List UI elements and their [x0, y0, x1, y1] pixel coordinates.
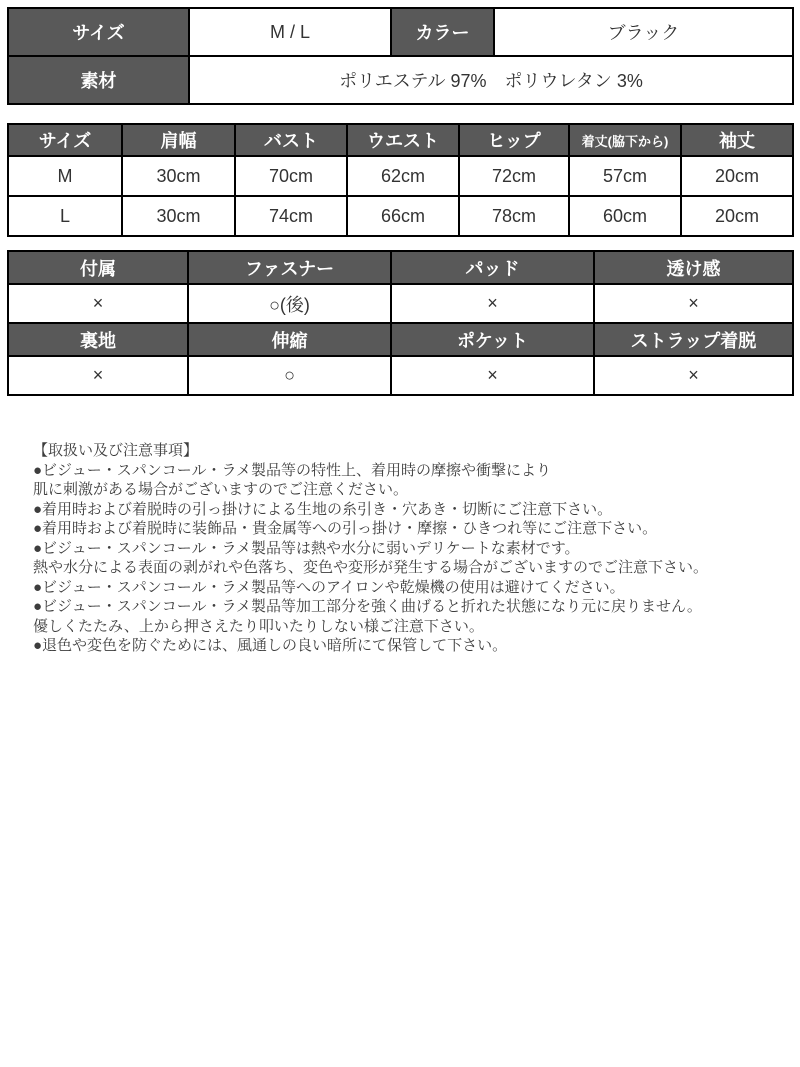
- col-header-zipper: ファスナー: [188, 251, 391, 284]
- col-header-stretch: 伸縮: [188, 323, 391, 356]
- col-header-accessories: 付属: [8, 251, 188, 284]
- col-header-lining: 裏地: [8, 323, 188, 356]
- col-header-size: サイズ: [8, 124, 122, 156]
- cell-pad: ×: [391, 284, 594, 323]
- cell-m-length: 57cm: [569, 156, 681, 196]
- measurements-header-row: [8, 124, 793, 156]
- features-value-row-2: [8, 356, 793, 395]
- cell-zipper: ○(後): [188, 284, 391, 323]
- cell-accessories: ×: [8, 284, 188, 323]
- info-table: [7, 7, 794, 105]
- care-notes-line: 熱や水分による表面の剥がれや色落ち、変色や変形が発生する場合がございますのでご注意下さい。: [33, 559, 709, 576]
- col-header-sheerness: 透け感: [594, 251, 793, 284]
- cell-l-sleeve: 20cm: [681, 196, 793, 236]
- cell-l-hip: 78cm: [459, 196, 569, 236]
- col-header-length: 着丈(脇下から): [569, 124, 681, 156]
- size-value-cell: M / L: [189, 8, 391, 56]
- cell-strap: ×: [594, 356, 793, 395]
- features-value-row-1: [8, 284, 793, 323]
- care-notes-line: ●退色や変色を防ぐためには、風通しの良い暗所にて保管して下さい。: [33, 637, 508, 654]
- cell-m-hip: 72cm: [459, 156, 569, 196]
- color-value-cell: ブラック: [494, 8, 793, 56]
- cell-l-waist: 66cm: [347, 196, 459, 236]
- col-header-shoulder: 肩幅: [122, 124, 235, 156]
- color-label-cell: カラー: [391, 8, 494, 56]
- col-header-pocket: ポケット: [391, 323, 594, 356]
- features-header-row-1: [8, 251, 793, 284]
- care-notes-line: 肌に刺激がある場合がございますのでご注意ください。: [33, 481, 409, 498]
- cell-m-sleeve: 20cm: [681, 156, 793, 196]
- material-label-cell: 素材: [8, 56, 189, 104]
- measurements-row-m: [8, 156, 793, 196]
- info-table-row-size-color: [8, 8, 793, 56]
- cell-sheerness: ×: [594, 284, 793, 323]
- col-header-bust: バスト: [235, 124, 347, 156]
- cell-m-waist: 62cm: [347, 156, 459, 196]
- features-header-row-2: [8, 323, 793, 356]
- care-notes-line: ●ビジュー・スパンコール・ラメ製品等は熱や水分に弱いデリケートな素材です。: [33, 539, 580, 557]
- col-header-pad: パッド: [391, 251, 594, 284]
- info-table-row-material: [8, 56, 793, 104]
- cell-lining: ×: [8, 356, 188, 395]
- cell-l-size: L: [8, 196, 122, 236]
- care-notes-line: ●着用時および着脱時の引っ掛けによる生地の糸引き・穴あき・切断にご注意下さい。: [33, 500, 613, 518]
- cell-m-size: M: [8, 156, 122, 196]
- cell-stretch: ○: [188, 356, 391, 395]
- col-header-strap: ストラップ着脱: [594, 323, 793, 356]
- cell-m-shoulder: 30cm: [122, 156, 235, 196]
- material-value-cell: ポリエステル 97% ポリウレタン 3%: [189, 56, 793, 104]
- cell-l-bust: 74cm: [235, 196, 347, 236]
- col-header-hip: ヒップ: [459, 124, 569, 156]
- care-notes-line: ●着用時および着脱時に装飾品・貴金属等への引っ掛け・摩擦・ひきつれ等にご注意下さい。: [33, 520, 658, 537]
- care-notes: [33, 441, 773, 656]
- features-table: [7, 250, 794, 396]
- cell-l-length: 60cm: [569, 196, 681, 236]
- cell-m-bust: 70cm: [235, 156, 347, 196]
- measurements-row-l: [8, 196, 793, 236]
- care-notes-line: ●ビジュー・スパンコール・ラメ製品等へのアイロンや乾燥機の使用は避けてください。: [33, 578, 625, 596]
- measurements-table: [7, 123, 794, 237]
- col-header-sleeve: 袖丈: [681, 124, 793, 156]
- care-notes-line: ●ビジュー・スパンコール・ラメ製品等加工部分を強く曲げると折れた状態になり元に戻りません。: [33, 598, 702, 615]
- size-label-cell: サイズ: [8, 8, 189, 56]
- care-notes-line: 優しくたたみ、上から押さえたり叩いたりしない様ご注意下さい。: [33, 617, 484, 635]
- cell-l-shoulder: 30cm: [122, 196, 235, 236]
- cell-pocket: ×: [391, 356, 594, 395]
- col-header-waist: ウエスト: [347, 124, 459, 156]
- care-notes-title: 【取扱い及び注意事項】: [33, 442, 199, 459]
- care-notes-line: ●ビジュー・スパンコール・ラメ製品等の特性上、着用時の摩擦や衝撃により: [33, 461, 552, 479]
